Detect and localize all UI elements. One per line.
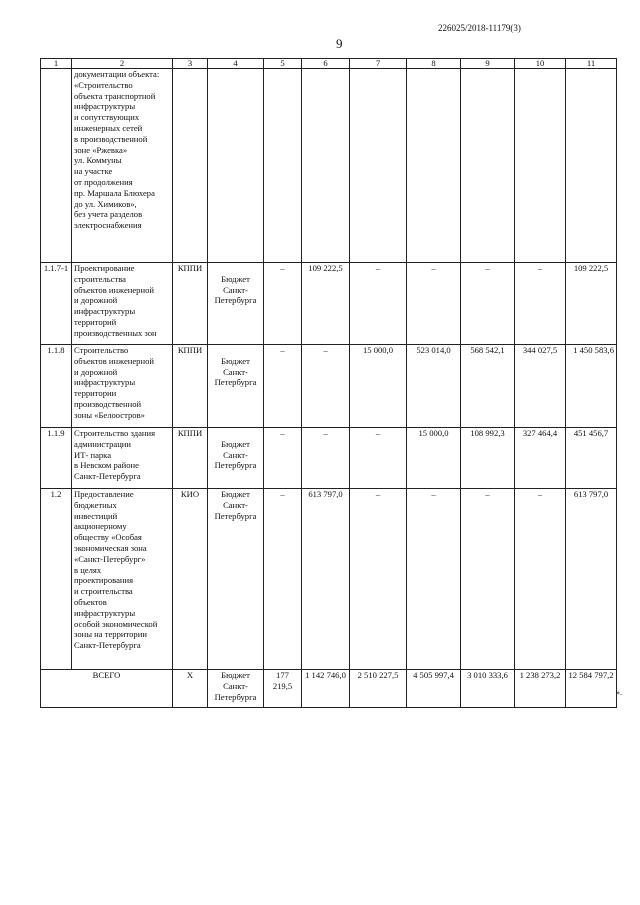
row-value: – [407, 263, 461, 345]
row-name: Строительство объектов инженерной и дорожной инфраструктуры территории производственной зоны «Белоостров» [72, 345, 173, 428]
total-value: 177 219,5 [264, 670, 302, 708]
header-cell: 11 [566, 59, 617, 69]
row-number: 1.1.9 [41, 428, 72, 489]
row-value: – [461, 489, 515, 670]
total-label: ВСЕГО [41, 670, 173, 708]
row-value: 1 450 583,6 [566, 345, 617, 428]
row-executor: КППИ [173, 428, 208, 489]
row-value [407, 69, 461, 263]
total-value: 3 010 333,6 [461, 670, 515, 708]
table-row [41, 345, 617, 428]
row-value: – [461, 263, 515, 345]
row-source: Бюджет Санкт- Петербурга [208, 489, 264, 670]
row-value: 108 992,3 [461, 428, 515, 489]
header-cell: 9 [461, 59, 515, 69]
header-cell: 8 [407, 59, 461, 69]
row-value: – [302, 345, 350, 428]
total-executor: Х [173, 670, 208, 708]
row-value: 613 797,0 [566, 489, 617, 670]
row-source [208, 69, 264, 263]
page-number: 9 [336, 36, 343, 51]
header-cell: 5 [264, 59, 302, 69]
row-number [41, 69, 72, 263]
header-cell: 2 [72, 59, 173, 69]
row-value: – [350, 428, 407, 489]
row-value: 451 456,7 [566, 428, 617, 489]
total-value: 4 505 997,4 [407, 670, 461, 708]
row-value: – [264, 345, 302, 428]
row-value: 327 464,4 [515, 428, 566, 489]
row-value: – [515, 489, 566, 670]
row-value: – [264, 489, 302, 670]
row-value: 109 222,5 [566, 263, 617, 345]
row-name: документации объекта: «Строительство объекта транспортной инфраструктуры и сопутствующих инженерных сетей в производственной зоне «Ржевка» ул. Коммуны на участке от продолжения пр. Маршала Блюхера до ул. Химиков», без учета разделов электроснабжения [72, 69, 173, 263]
row-value [566, 69, 617, 263]
row-executor: КППИ [173, 345, 208, 428]
header-cell: 4 [208, 59, 264, 69]
closing-quote-mark: ». [616, 688, 622, 697]
row-value: – [350, 489, 407, 670]
row-source: Бюджет Санкт- Петербурга [208, 263, 264, 345]
row-name: Строительство здания администрации ИТ- парка в Невском районе Санкт-Петербурга [72, 428, 173, 489]
document-number: 226025/2018-11179(3) [438, 23, 521, 33]
row-value [264, 69, 302, 263]
row-number: 1.1.7-1 [41, 263, 72, 345]
row-value: 15 000,0 [407, 428, 461, 489]
header-cell: 6 [302, 59, 350, 69]
header-cell: 10 [515, 59, 566, 69]
row-value: – [264, 263, 302, 345]
header-cell: 1 [41, 59, 72, 69]
table-row [41, 489, 617, 670]
table-row [41, 428, 617, 489]
row-value [515, 69, 566, 263]
total-value: 2 510 227,5 [350, 670, 407, 708]
row-source: Бюджет Санкт- Петербурга [208, 345, 264, 428]
row-value [302, 69, 350, 263]
row-value [461, 69, 515, 263]
row-value: – [350, 263, 407, 345]
row-value: 568 542,1 [461, 345, 515, 428]
row-value: – [302, 428, 350, 489]
total-value: 1 238 273,2 [515, 670, 566, 708]
row-executor [173, 69, 208, 263]
row-value: 15 000,0 [350, 345, 407, 428]
row-value: – [264, 428, 302, 489]
row-value [350, 69, 407, 263]
header-row [41, 59, 617, 69]
row-value: 344 027,5 [515, 345, 566, 428]
row-value: – [407, 489, 461, 670]
table-row [41, 69, 617, 263]
total-value: 12 584 797,2 [566, 670, 617, 708]
header-cell: 7 [350, 59, 407, 69]
row-name: Проектирование строительства объектов инженерной и дорожной инфраструктуры территорий производственных зон [72, 263, 173, 345]
row-name: Предоставление бюджетных инвестиций акционерному обществу «Особая экономическая зона «Санкт-Петербург» в целях проектирования и строительства объектов инфраструктуры особой экономической зоны на территории Санкт-Петербурга [72, 489, 173, 670]
row-source: Бюджет Санкт- Петербурга [208, 428, 264, 489]
row-number: 1.1.8 [41, 345, 72, 428]
row-value: – [515, 263, 566, 345]
row-value: 523 014,0 [407, 345, 461, 428]
program-table [40, 58, 617, 708]
row-value: 109 222,5 [302, 263, 350, 345]
row-value: 613 797,0 [302, 489, 350, 670]
row-executor: КППИ [173, 263, 208, 345]
header-cell: 3 [173, 59, 208, 69]
row-number: 1.2 [41, 489, 72, 670]
row-executor: КИО [173, 489, 208, 670]
total-source: Бюджет Санкт- Петербурга [208, 670, 264, 708]
table-row [41, 263, 617, 345]
total-row [41, 670, 617, 708]
total-value: 1 142 746,0 [302, 670, 350, 708]
